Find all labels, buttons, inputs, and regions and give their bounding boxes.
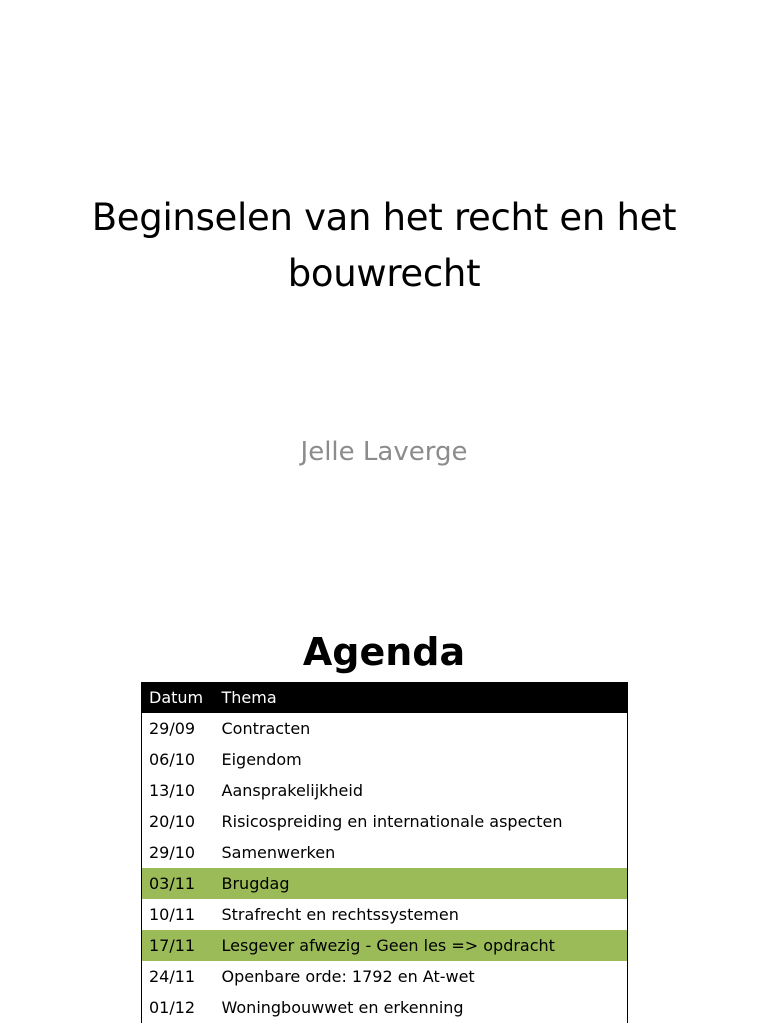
agenda-title: Agenda [302, 630, 466, 674]
row-date: 13/10 [149, 781, 196, 800]
agenda-slide [0, 576, 768, 1024]
table-row [142, 837, 628, 868]
presentation-title: Beginselen van het recht en het bouwrecht [91, 196, 677, 295]
table-header-row [142, 682, 628, 713]
row-theme: Lesgever afwezig - Geen les => opdracht [221, 936, 555, 955]
table-row [142, 806, 628, 837]
column-header-theme: Thema [221, 688, 277, 707]
table-row [142, 930, 628, 961]
table-row [142, 992, 628, 1023]
row-date: 29/09 [149, 719, 196, 738]
table-row [142, 744, 628, 775]
row-theme: Aansprakelijkheid [221, 781, 363, 800]
table-row [142, 868, 628, 899]
presenter-name: Jelle Laverge [300, 437, 468, 467]
row-date: 17/11 [149, 936, 196, 955]
row-theme: Contracten [221, 719, 311, 738]
table-row [142, 775, 628, 806]
agenda-table [141, 682, 628, 1023]
row-date: 24/11 [149, 967, 196, 986]
row-date: 03/11 [149, 874, 196, 893]
table-row [142, 713, 628, 744]
row-theme: Samenwerken [221, 843, 336, 862]
row-theme: Risicospreiding en internationale aspecten [221, 812, 563, 831]
row-date: 01/12 [149, 998, 196, 1017]
row-theme: Eigendom [221, 750, 302, 769]
table-row [142, 899, 628, 930]
row-theme: Brugdag [221, 874, 290, 893]
row-date: 29/10 [149, 843, 196, 862]
row-theme: Strafrecht en rechtssystemen [221, 905, 459, 924]
row-theme: Openbare orde: 1792 en At-wet [221, 967, 475, 986]
row-date: 20/10 [149, 812, 196, 831]
column-header-date: Datum [149, 688, 204, 707]
row-theme: Woningbouwwet en erkenning [221, 998, 464, 1017]
table-row [142, 961, 628, 992]
row-date: 10/11 [149, 905, 196, 924]
row-date: 06/10 [149, 750, 196, 769]
